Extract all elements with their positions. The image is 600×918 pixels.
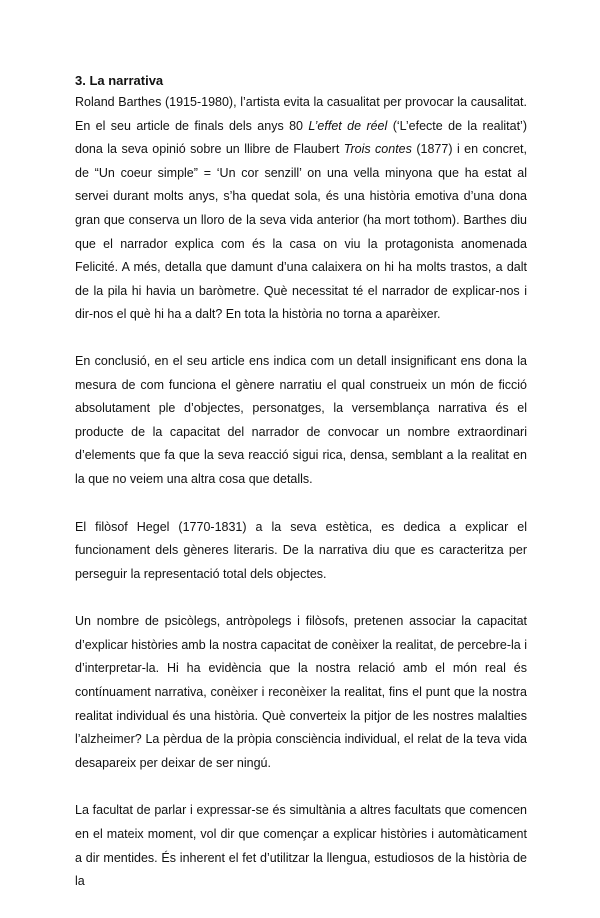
paragraph-hegel: El filòsof Hegel (1770-1831) a la seva estètica, es dedica a explicar el funcionament dels gèneres literaris. De la narrativa diu que es caracteritza per perseguir la representació total dels objectes. [75, 519, 527, 581]
p1-text-b: (‘L’efecte de la realitat’) dona la seva opinió sobre un llibre de Flaubert [75, 118, 527, 157]
p1-title-effet-de-reel: L’effet de réel [308, 118, 388, 133]
paragraph-facultat-parlar: La facultat de parlar i expressar-se és simultània a altres facultats que comencen en el mateix moment, vol dir que començar a explicar històries i automàticament a dir mentides. És inherent el fet d’utilitzar la llengua, estudiosos de la història de la [75, 803, 527, 889]
page-content [75, 70, 527, 918]
paragraph-barthes [75, 91, 527, 327]
p1-text-a: Roland Barthes (1915-1980), l’artista evita la casualitat per provocar la causalitat. En el seu article de finals dels anys 80 [75, 95, 527, 133]
paragraph-conclusio: En conclusió, en el seu article ens indica com un detall insignificant ens dona la mesura de com funciona el gènere narratiu el qual construeix un món de ficció absolutament ple d’objectes, personatges, la versemblança narrativa és el producte de la capacitat del narrador de convocar un nombre extraordinari d’elements que fa que la seva reacció sigui rica, densa, semblant a la realitat en la que no veiem una altra cosa que detalls. [75, 353, 527, 486]
paragraph-psicolegs: Un nombre de psicòlegs, antròpolegs i filòsofs, pretenen associar la capacitat d’explicar històries amb la nostra capacitat de conèixer la realitat, de percebre-la i d’interpretar-la. Hi ha evidència que la nostra relació amb el món real és contínuament narrativa, conèixer i reconèixer la realitat, fins el punt que la nostra realitat individual és una història. Què converteix la pitjor de les nostres malalties l’alzheimer? La pèrdua de la pròpia consciència individual, el relat de la teva vida desapareix per deixar de ser ningú. [75, 614, 527, 770]
p1-title-trois-contes: Trois contes [343, 142, 412, 157]
p1-text-c: (1877) i en concret, de “Un coeur simple” = ‘Un cor senzill’ on una vella minyona que ha estat al servei durant molts anys, s’ha quedat sola, és una història emotiva d’una dona gran que conserva un lloro de la seva vida anterior (ha mort tothom). Barthes diu que el narrador explica com és la casa on viu la protagonista anomenada Felicité. A més, detalla que damunt d’una calaixera on hi ha molts trastos, a dalt de la pila hi havia un baròmetre. Què necessitat té el narrador de explicar-nos i dir-nos el què hi ha a dalt? En tota la història no torna a aparèixer. [75, 142, 527, 322]
section-heading: 3. La narrativa [75, 73, 164, 88]
